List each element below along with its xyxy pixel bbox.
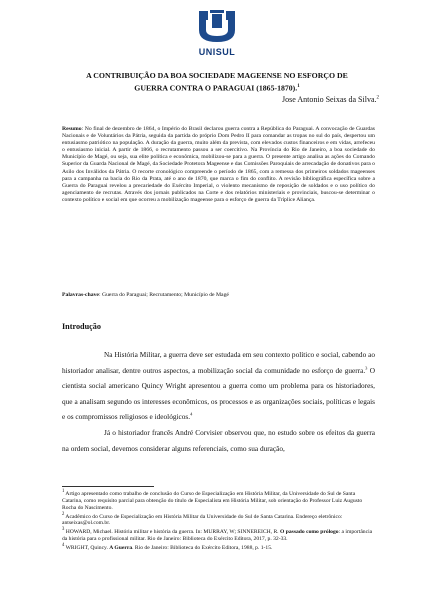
paper-title	[40, 70, 394, 94]
abstract-label: Resumo	[62, 126, 82, 132]
author-name: Jose Antonio Seixas da Silva.$^2$	[282, 95, 379, 104]
keywords-text: : Guerra do Paraguai; Recrutamento; Município de Magé	[98, 292, 229, 298]
keywords-label: Palavras-chave	[62, 292, 99, 298]
paragraph-2: Já o historiador francês André Corvisier observou que, no estudo sobre os efeitos da guerra na ordem social, devemos considerar alguns referenciais, como sua duração,	[62, 427, 375, 453]
unisul-emblem-icon	[195, 8, 239, 48]
abstract-text: : No final de dezembro de 1864, o Império do Brasil declarou guerra contra a República do Paraguai. A convocação de Guardas Nacionais e de Voluntários da Pátria, seguida da partida do próprio Dom Pedro II para comandar as tropas no sul do país, despertou um entusiasmo patriótico na população. A duração da guerra, muito além da prevista, com elevados custos financeiros e em vidas, arrefeceu o entusiasmo inicial. A partir de 1866, o recrutamento passou a ser coercitivo. Na Província do Rio de Janeiro, a boa sociedade do Município de Magé, ou seja, sua elite política e econômica, mobilizou-se para a guerra. O presente artigo analisa as ações do Comando Superior da Guarda Nacional de Magé, da Sociedade Protetora Mageense e das Comissões Paroquiais de arrecadação de donativos para o Asilo dos Inválidos da Pátria. O recorte cronológico compreende o período de 1865, com a remessa dos primeiros soldados mageenses para a campanha na bacia do Rio da Prata, até o ano de 1870, que marca o fim do conflito. A revisão bibliográfica específica sobre a Guerra do Paraguai revelou a precariedade do Exército Imperial, o violento mecanismo de reposição de soldados e o uso político do agenciamento de recrutas. Através dos jornais publicados na Corte e dos relatórios ministeriais e provinciais, buscou-se determinar o contexto político e social em que ocorreu a mobilização mageense para o esforço de guerra da Tríplice Aliança.	[62, 126, 376, 203]
paragraph-1: Na História Militar, a guerra deve ser estudada em seu contexto político e social, cabendo ao historiador analisar, dentre outros aspectos, a mobilização social da comunidade no esforço de guerra.$^3$ O cientista social americano Quincy Wright apresentou a guerra como um problema para os historiadores, que a analisam segundo os interesses econômicos, os processos e as organizações sociais, políticas e legais e os compromissos religiosos e ideológicos.$^4$	[62, 350, 375, 422]
keywords	[62, 292, 375, 298]
footnote-1: $^1$ Artigo apresentado como trabalho de conclusão do Curso de Especialização em História Militar, da Universidade do Sul de Santa Catarina, como requisito parcial para obtenção do título de Especialista em História Militar, sob orientação do Professor Luiz Augusto Rocha do Nascimento.	[62, 489, 363, 511]
footnotes	[62, 489, 375, 552]
author-footnote-mark: 2	[376, 95, 379, 101]
section-heading-introducao: Introdução	[62, 322, 101, 331]
title-line-2: GUERRA CONTRA O PARAGUAI (1865-1870).$^1$	[134, 83, 300, 93]
footnote-3: $^3$ HOWARD, Michael. História militar e história da guerra. In: MURRAY, W; SINNEREICH, R. O passado como prólogo: a importância da história para o profissional militar. Rio de Janeiro: Biblioteca do Exército Editora, 2017, p. 32-33.	[62, 527, 373, 543]
title-footnote-mark: 1	[297, 84, 300, 89]
logo-wordmark: UNISUL	[198, 47, 236, 57]
footnote-ref-3: 3	[365, 365, 368, 371]
footnote-4: $^4$ WRIGHT, Quincy. A Guerra. Rio de Janeiro: Biblioteca do Exército Editora, 1988, p. 1-15.	[62, 542, 273, 551]
university-logo	[188, 8, 246, 70]
footnote-divider	[62, 486, 154, 487]
title-line-1: A CONTRIBUIÇÃO DA BOA SOCIEDADE MAGEENSE NO ESFORÇO DE	[86, 71, 348, 80]
body-text	[62, 347, 375, 456]
abstract	[62, 126, 375, 204]
footnote-ref-4: 4	[190, 411, 193, 417]
footnote-2: $^2$ Acadêmico do Curso de Especialização em História Militar da Universidade do Sul de Santa Catarina. Endereço eletrônico: antseixas@ol.com.br.	[62, 511, 343, 527]
